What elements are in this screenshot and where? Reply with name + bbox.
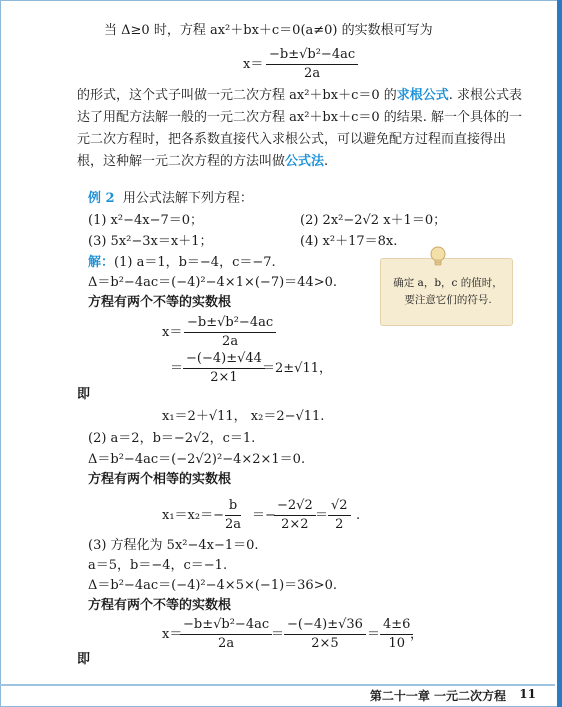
intro-line-2 — [77, 87, 522, 105]
p3-f2-den: 2×5 — [311, 636, 339, 651]
intro-line-2-b: . 求根公式表 — [448, 88, 523, 103]
p1-sub-den: 2×1 — [210, 370, 238, 385]
p3-eq2: ＝ — [367, 627, 381, 642]
intro-line-3: 达了用配方法解一般的一元二次方程 ax²＋bx＋c＝0 的结果. 解一个具体的一 — [77, 110, 523, 125]
p1-formula-den: 2a — [222, 334, 239, 349]
p3-delta: Δ＝b²−4ac＝(−4)²−4×5×(−1)＝36>0. — [88, 578, 337, 593]
formula-denominator: 2a — [304, 66, 321, 81]
p2-end: . — [356, 508, 361, 523]
formula-lhs: x＝ — [243, 57, 264, 72]
p3-f3-num: 4±6 — [380, 616, 413, 635]
ji-1: 即 — [77, 387, 91, 402]
p2-f2-num: −2√2 — [274, 497, 316, 516]
p1-formula-lhs: x＝ — [162, 325, 183, 340]
quadratic-formula — [266, 46, 358, 83]
chapter-title: 第二十一章 一元二次方程 — [369, 689, 506, 703]
problem-4: (4) x²＋17＝8x. — [300, 234, 398, 249]
p2-delta: Δ＝b²−4ac＝(−2√2)²−4×2×1＝0. — [88, 452, 306, 467]
p3-f1-den: 2a — [218, 636, 235, 651]
p1-coeffs: (1) a＝1，b＝−4，c＝−7. — [114, 255, 276, 270]
p3-f2-num: −(−4)±√36 — [284, 616, 366, 635]
p1-delta: Δ＝b²−4ac＝(−4)²−4×1×(−7)＝44>0. — [88, 275, 337, 290]
p2-frac-1 — [225, 497, 241, 534]
p3-lhs: x＝ — [162, 627, 183, 642]
solution-label: 解： — [88, 255, 115, 270]
term-root-formula: 求根公式 — [396, 88, 449, 103]
page-footer — [0, 681, 558, 707]
intro-line-1: 当 Δ≥0 时，方程 ax²＋bx＋c＝0(a≠0) 的实数根可写为 — [104, 23, 433, 38]
solution-line-1 — [88, 254, 276, 272]
p3-frac-3 — [380, 616, 413, 653]
term-formula-method: 公式法 — [285, 154, 325, 169]
p1-sub-result: ＝2±√11， — [262, 361, 332, 376]
lightbulb-icon — [428, 246, 448, 268]
example-label: 例 2 — [88, 191, 115, 206]
intro-line-2-a: 的形式，这个式子叫做一元二次方程 ax²＋bx＋c＝0 的 — [77, 88, 397, 103]
p3-roots-text: 方程有两个不等的实数根 — [88, 598, 232, 613]
ji-2: 即 — [77, 652, 91, 667]
p1-formula-num: −b±√b²−4ac — [184, 314, 276, 333]
p3-eq1: ＝ — [271, 627, 285, 642]
p2-frac-3 — [328, 497, 351, 534]
p3-frac-1 — [180, 616, 272, 653]
intro-line-5 — [77, 153, 328, 171]
p2-f1-den: 2a — [225, 517, 242, 532]
p3-f1-num: −b±√b²−4ac — [180, 616, 272, 635]
p2-eq1: ＝− — [252, 508, 276, 523]
p2-roots-text: 方程有两个相等的实数根 — [88, 472, 232, 487]
p2-f3-den: 2 — [335, 517, 344, 532]
formula-numerator: −b±√b²−4ac — [266, 46, 358, 65]
p2-f3-num: √2 — [328, 497, 351, 516]
problem-3: (3) 5x²−3x＝x＋1； — [88, 234, 213, 249]
p3-end: ， — [410, 627, 424, 642]
p2-frac-2 — [274, 497, 316, 534]
problem-1: (1) x²−4x−7＝0； — [88, 213, 204, 228]
intro-line-4: 元二次方程时，把各系数直接代入求根公式，可以避免配方过程而直接得出 — [77, 132, 507, 147]
p3-f3-den: 10 — [388, 636, 405, 651]
p2-eq2: ＝ — [315, 508, 329, 523]
p3-transform: (3) 方程化为 5x²−4x−1＝0. — [88, 538, 259, 553]
problem-2: (2) 2x²−2√2 x＋1＝0； — [300, 213, 447, 228]
p1-substitution — [183, 350, 265, 387]
intro-line-5-a: 根，这种解一元二次方程的方法叫做 — [77, 154, 286, 169]
page-number: 11 — [519, 687, 536, 701]
p2-lhs: x₁＝x₂＝− — [162, 508, 224, 523]
example-prompt: 用公式法解下列方程： — [122, 191, 253, 206]
side-note-text: 确定 a，b，c 的值时，要注意它们的符号. — [393, 277, 503, 306]
footer-rule — [0, 684, 555, 686]
p2-f1-num: b — [225, 497, 241, 516]
side-note — [380, 258, 513, 326]
p1-formula — [184, 314, 276, 351]
p2-coeffs: (2) a＝2，b＝−2√2，c＝1. — [88, 431, 256, 446]
p1-roots-text: 方程有两个不等的实数根 — [88, 295, 232, 310]
p1-sub-eq: ＝ — [170, 361, 184, 376]
p2-f2-den: 2×2 — [281, 517, 309, 532]
p3-coeffs: a＝5，b＝−4，c＝−1. — [88, 558, 228, 573]
p1-sub-num: −(−4)±√44 — [183, 350, 265, 369]
intro-line-5-b: . — [324, 154, 329, 169]
page-edge-bar — [557, 0, 562, 707]
example-heading — [88, 190, 253, 208]
p1-result: x₁＝2＋√11， x₂＝2−√11. — [162, 409, 325, 424]
p3-frac-2 — [284, 616, 366, 653]
